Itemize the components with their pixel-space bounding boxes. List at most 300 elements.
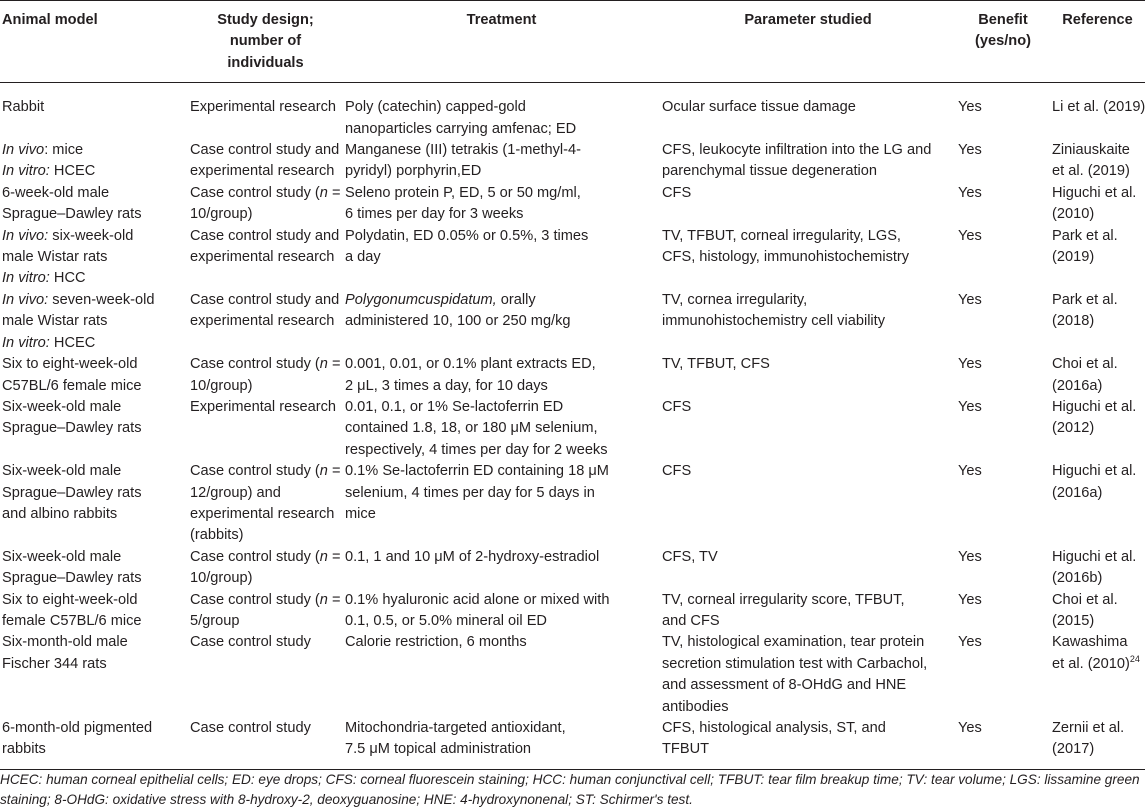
cell-line — [190, 461, 341, 482]
text-segment: C57BL/6 female mice — [2, 377, 142, 394]
text-segment: Kawashima — [1052, 634, 1128, 651]
cell-line — [662, 354, 954, 375]
cell-line — [2, 354, 186, 375]
cell-study-design — [188, 547, 343, 590]
text-segment: Case control study and — [190, 142, 340, 159]
cell-line — [1052, 204, 1143, 225]
text-segment: antibodies — [662, 698, 729, 715]
text-segment: TV, TFBUT, CFS — [662, 356, 770, 373]
cell-line — [2, 718, 186, 739]
cell-line — [2, 311, 186, 332]
cell-line — [2, 247, 186, 268]
text-segment: (2017) — [1052, 741, 1095, 758]
text-segment: In vitro: — [2, 334, 50, 351]
text-segment: CFS, histological analysis, ST, and — [662, 720, 886, 736]
text-segment: Choi et al. — [1052, 356, 1118, 373]
text-segment: nanoparticles carrying amfenac; ED — [345, 120, 577, 137]
text-segment: 6 times per day for 3 weeks — [345, 206, 524, 223]
cell-line — [190, 311, 341, 332]
table-row — [0, 718, 1145, 769]
text-segment: 0.1% Se-lactoferrin ED containing 18 μM — [345, 463, 609, 480]
text-segment: male Wistar rats — [2, 313, 108, 330]
text-segment: n — [319, 356, 328, 373]
text-segment: 0.01, 0.1, or 1% Se-lactoferrin ED — [345, 398, 564, 415]
cell-animal-model — [0, 83, 188, 140]
cell-treatment — [343, 590, 660, 633]
header-parameter-studied: Parameter studied — [660, 1, 956, 83]
cell-line — [2, 268, 186, 289]
cell-line — [190, 504, 341, 525]
text-segment: 7.5 μM topical administration — [345, 741, 532, 758]
cell-line — [345, 161, 658, 182]
cell-line — [2, 204, 186, 225]
text-segment: Sprague–Dawley rats — [2, 570, 142, 587]
cell-line — [345, 632, 658, 653]
cell-line — [1052, 247, 1143, 268]
text-segment: Sprague–Dawley rats — [2, 484, 142, 501]
cell-treatment — [343, 632, 660, 718]
cell-animal-model — [0, 354, 188, 397]
cell-study-design — [188, 718, 343, 769]
text-segment: Case control study ( — [190, 591, 320, 608]
cell-benefit: Yes — [958, 184, 982, 201]
text-segment: et al. (2019) — [1052, 163, 1130, 180]
text-segment: 10/group) — [190, 570, 253, 587]
text-segment: (2018) — [1052, 313, 1095, 330]
cell-line — [190, 140, 341, 161]
cell-line — [2, 97, 186, 118]
cell-reference — [1050, 83, 1145, 140]
text-segment: Case control study ( — [190, 184, 320, 201]
cell-reference — [1050, 226, 1145, 290]
cell-line — [1052, 354, 1143, 375]
text-segment: Experimental research — [190, 398, 337, 415]
text-segment: CFS — [662, 184, 692, 201]
cell-line — [662, 183, 954, 204]
text-segment: Polydatin, ED 0.05% or 0.5%, 3 times — [345, 227, 589, 244]
text-segment: Ocular surface tissue damage — [662, 99, 856, 116]
cell-line — [662, 654, 954, 675]
text-segment: Six-week-old male — [2, 463, 122, 480]
text-segment: rabbits — [2, 741, 46, 758]
text-segment: In vitro: — [2, 270, 50, 287]
cell-treatment — [343, 547, 660, 590]
cell-reference — [1050, 590, 1145, 633]
text-segment: 10/group) — [190, 206, 253, 223]
text-segment: HCEC — [49, 334, 96, 351]
text-segment: experimental research — [190, 313, 335, 330]
cell-line — [345, 739, 658, 760]
text-segment: n — [319, 548, 328, 565]
cell-line — [1052, 461, 1143, 482]
cell-animal-model — [0, 461, 188, 547]
text-segment: (rabbits) — [190, 527, 244, 544]
text-segment: n — [319, 463, 328, 480]
cell-line — [662, 611, 954, 632]
text-segment: Ziniauskaite — [1052, 142, 1130, 159]
cell-line — [190, 483, 341, 504]
cell-line — [2, 654, 186, 675]
cell-line — [345, 183, 658, 204]
text-segment: male Wistar rats — [2, 249, 108, 266]
cell-treatment — [343, 461, 660, 547]
cell-benefit: Yes — [958, 548, 982, 565]
text-segment: In vivo: — [2, 291, 49, 308]
text-segment: Case control study ( — [190, 463, 320, 480]
text-segment: Six-week-old male — [2, 398, 122, 415]
cell-line — [1052, 226, 1143, 247]
cell-line — [345, 547, 658, 568]
cell-line — [1052, 397, 1143, 418]
text-segment: Poly (catechin) capped-gold — [345, 99, 526, 116]
cell-line — [1052, 611, 1143, 632]
text-segment: (2016a) — [1052, 377, 1103, 394]
text-segment: Case control study and — [190, 227, 340, 244]
cell-line — [190, 611, 341, 632]
cell-parameter-studied — [660, 226, 956, 290]
cell-line — [190, 632, 341, 653]
text-segment: In vitro: — [2, 163, 50, 180]
cell-line — [2, 376, 186, 397]
text-segment: TV, cornea irregularity, — [662, 291, 808, 308]
text-segment: female C57BL/6 mice — [2, 612, 142, 629]
cell-line — [2, 397, 186, 418]
cell-line — [345, 311, 658, 332]
cell-line — [345, 376, 658, 397]
text-segment: 6-month-old pigmented — [2, 720, 153, 736]
cell-benefit: Yes — [958, 99, 982, 116]
cell-line — [345, 290, 658, 311]
text-segment: Experimental research — [190, 99, 337, 116]
table-header-row — [0, 1, 1145, 83]
cell-treatment — [343, 140, 660, 183]
cell-line — [1052, 718, 1143, 739]
cell-line — [1052, 376, 1143, 397]
text-segment: (2019) — [1052, 249, 1095, 266]
cell-study-design — [188, 183, 343, 226]
cell-line — [1052, 97, 1143, 118]
text-segment: (2012) — [1052, 420, 1095, 437]
text-segment: Li et al. (2019) — [1052, 99, 1145, 116]
table-row — [0, 140, 1145, 183]
table-row — [0, 226, 1145, 290]
table-row — [0, 547, 1145, 590]
cell-line — [1052, 568, 1143, 589]
cell-line — [1052, 547, 1143, 568]
text-segment: = — [327, 184, 341, 201]
text-segment: = — [327, 591, 341, 608]
cell-line — [190, 290, 341, 311]
cell-treatment — [343, 354, 660, 397]
cell-line — [345, 483, 658, 504]
text-segment: 5/group — [190, 612, 240, 629]
text-segment: 12/group) and — [190, 484, 281, 501]
text-segment: orally — [496, 291, 536, 308]
cell-line — [1052, 183, 1143, 204]
cell-line — [2, 161, 186, 182]
text-segment: Higuchi et al. — [1052, 463, 1137, 480]
cell-animal-model — [0, 226, 188, 290]
text-segment: Rabbit — [2, 99, 45, 116]
text-segment: a day — [345, 249, 381, 266]
cell-reference — [1050, 461, 1145, 547]
cell-line — [662, 739, 954, 760]
text-segment: Case control study — [190, 634, 311, 651]
cell-line — [2, 568, 186, 589]
text-segment: (2016b) — [1052, 570, 1103, 587]
cell-parameter-studied — [660, 397, 956, 461]
header-benefit: Benefit (yes/no) — [956, 1, 1050, 83]
text-segment: TV, corneal irregularity score, TFBUT, — [662, 591, 905, 608]
cell-reference — [1050, 397, 1145, 461]
cell-line — [662, 226, 954, 247]
text-segment: immunohistochemistry cell viability — [662, 313, 886, 330]
cell-treatment — [343, 83, 660, 140]
text-segment: : mice — [44, 142, 84, 159]
cell-line — [2, 290, 186, 311]
cell-line — [345, 461, 658, 482]
cell-line — [190, 718, 341, 739]
cell-line — [2, 547, 186, 568]
text-segment: Case control study ( — [190, 356, 320, 373]
text-segment: = — [327, 463, 341, 480]
text-segment: Manganese (III) tetrakis (1-methyl-4- — [345, 142, 582, 159]
cell-study-design — [188, 632, 343, 718]
table-row — [0, 461, 1145, 547]
text-segment: respectively, 4 times per day for 2 weeks — [345, 441, 608, 458]
cell-treatment — [343, 226, 660, 290]
text-segment: Fischer 344 rats — [2, 655, 107, 672]
cell-parameter-studied — [660, 718, 956, 769]
table-row — [0, 397, 1145, 461]
cell-line — [2, 461, 186, 482]
footnote-line: HCEC: human corneal epithelial cells; ED: eye drops; CFS: corneal fluorescein staining; HCC: human conjunctival cell; TFBUT: tear film breakup time; TV: tear volume; LGS: lissamine green — [0, 772, 1140, 787]
cell-reference — [1050, 547, 1145, 590]
text-segment: Park et al. — [1052, 227, 1118, 244]
cell-animal-model — [0, 718, 188, 769]
cell-line — [190, 183, 341, 204]
cell-parameter-studied — [660, 290, 956, 354]
text-segment: Higuchi et al. — [1052, 184, 1137, 201]
text-segment: 0.1% hyaluronic acid alone or mixed with — [345, 591, 610, 608]
cell-benefit: Yes — [958, 463, 982, 480]
footnote-line: staining; 8-OHdG: oxidative stress with 8-hydroxy-2, deoxyguanosine; HNE: 4-hydroxynonenal; ST: Schirmer's test. — [0, 792, 693, 807]
cell-benefit: Yes — [958, 356, 982, 373]
cell-line — [662, 697, 954, 718]
text-segment: Case control study and — [190, 291, 340, 308]
cell-study-design — [188, 83, 343, 140]
cell-line — [190, 525, 341, 546]
cell-line — [662, 290, 954, 311]
text-segment: seven-week-old — [48, 291, 155, 308]
text-segment: n — [319, 184, 328, 201]
cell-line — [345, 204, 658, 225]
cell-line — [662, 675, 954, 696]
text-segment: experimental research — [190, 163, 335, 180]
table-row — [0, 354, 1145, 397]
text-segment: administered 10, 100 or 250 mg/kg — [345, 313, 571, 330]
cell-line — [345, 397, 658, 418]
table-row — [0, 183, 1145, 226]
cell-parameter-studied — [660, 632, 956, 718]
superscript-ref: 24 — [1129, 653, 1140, 664]
text-segment: experimental research — [190, 249, 335, 266]
text-segment: HCEC — [49, 163, 96, 180]
cell-line — [662, 161, 954, 182]
cell-line — [345, 718, 658, 739]
cell-line — [662, 461, 954, 482]
text-segment: In vivo: — [2, 227, 49, 244]
cell-line — [1052, 483, 1143, 504]
cell-parameter-studied — [660, 461, 956, 547]
cell-line — [190, 376, 341, 397]
text-segment: Mitochondria-targeted antioxidant, — [345, 720, 566, 736]
text-segment: 0.1, 1 and 10 μM of 2-hydroxy-estradiol — [345, 548, 600, 565]
text-segment: In vivo — [2, 142, 45, 159]
cell-line — [2, 611, 186, 632]
cell-animal-model — [0, 290, 188, 354]
cell-line — [1052, 590, 1143, 611]
cell-line — [2, 483, 186, 504]
cell-line — [1052, 311, 1143, 332]
cell-line — [2, 333, 186, 354]
cell-parameter-studied — [660, 83, 956, 140]
cell-line — [345, 418, 658, 439]
cell-line — [345, 119, 658, 140]
cell-line — [345, 97, 658, 118]
text-segment: Seleno protein P, ED, 5 or 50 mg/ml, — [345, 184, 581, 201]
cell-line — [345, 590, 658, 611]
cell-benefit: Yes — [958, 634, 982, 651]
cell-animal-model — [0, 590, 188, 633]
cell-animal-model — [0, 397, 188, 461]
cell-line — [345, 354, 658, 375]
header-study-design: Study design; number of individuals — [188, 1, 343, 83]
text-segment: Higuchi et al. — [1052, 548, 1137, 565]
text-segment: TFBUT — [662, 741, 710, 758]
text-segment: HCC — [49, 270, 86, 287]
text-segment: experimental research — [190, 505, 335, 522]
text-segment: Sprague–Dawley rats — [2, 206, 142, 223]
cell-reference — [1050, 183, 1145, 226]
cell-animal-model — [0, 183, 188, 226]
cell-line — [190, 397, 341, 418]
cell-line — [662, 247, 954, 268]
cell-line — [1052, 161, 1143, 182]
cell-study-design — [188, 140, 343, 183]
text-segment: 2 μL, 3 times a day, for 10 days — [345, 377, 548, 394]
text-segment: Six-month-old male — [2, 634, 128, 651]
text-segment: CFS — [662, 398, 692, 415]
text-segment: Six to eight-week-old — [2, 591, 138, 608]
text-segment: TV, histological examination, tear protein — [662, 634, 925, 651]
cell-line — [2, 183, 186, 204]
text-segment: Case control study ( — [190, 548, 320, 565]
cell-line — [2, 140, 186, 161]
cell-line — [190, 97, 341, 118]
cell-study-design — [188, 590, 343, 633]
text-segment: CFS, TV — [662, 548, 718, 565]
text-segment: contained 1.8, 18, or 180 μM selenium, — [345, 420, 598, 437]
cell-benefit: Yes — [958, 227, 982, 244]
cell-line — [662, 718, 954, 739]
cell-line — [662, 140, 954, 161]
text-segment: Calorie restriction, 6 months — [345, 634, 527, 651]
cell-line — [190, 568, 341, 589]
cell-study-design — [188, 354, 343, 397]
cell-reference — [1050, 354, 1145, 397]
cell-line — [2, 226, 186, 247]
cell-line — [190, 247, 341, 268]
cell-line — [345, 247, 658, 268]
cell-study-design — [188, 397, 343, 461]
text-segment: (2016a) — [1052, 484, 1103, 501]
cell-line — [662, 547, 954, 568]
cell-reference — [1050, 290, 1145, 354]
table-row — [0, 290, 1145, 354]
text-segment: 6-week-old male — [2, 184, 110, 201]
text-segment: pyridyl) porphyrin,ED — [345, 163, 482, 180]
cell-animal-model — [0, 547, 188, 590]
text-segment: and assessment of 8-OHdG and HNE — [662, 677, 907, 694]
text-segment: selenium, 4 times per day for 5 days in — [345, 484, 595, 501]
text-segment: six-week-old — [48, 227, 134, 244]
cell-line — [662, 397, 954, 418]
cell-line — [1052, 654, 1143, 675]
text-segment: Zernii et al. — [1052, 720, 1125, 736]
cell-reference — [1050, 140, 1145, 183]
text-segment: 0.001, 0.01, or 0.1% plant extracts ED, — [345, 356, 596, 373]
text-segment: mice — [345, 505, 376, 522]
text-segment: Polygonumcuspidatum, — [345, 291, 497, 308]
cell-line — [1052, 290, 1143, 311]
cell-line — [190, 590, 341, 611]
cell-study-design — [188, 226, 343, 290]
header-animal-model: Animal model — [0, 1, 188, 83]
text-segment: Case control study — [190, 720, 311, 736]
cell-treatment — [343, 183, 660, 226]
table-body — [0, 83, 1145, 770]
cell-parameter-studied — [660, 354, 956, 397]
cell-benefit: Yes — [958, 291, 982, 308]
cell-study-design — [188, 461, 343, 547]
table-row — [0, 590, 1145, 633]
cell-reference — [1050, 632, 1145, 718]
cell-line — [2, 632, 186, 653]
cell-line — [662, 311, 954, 332]
table-row — [0, 83, 1145, 140]
text-segment: (2015) — [1052, 612, 1095, 629]
table-footnote — [0, 770, 1140, 810]
cell-line — [345, 611, 658, 632]
text-segment: CFS, histology, immunohistochemistry — [662, 249, 910, 266]
text-segment: et al. (2010) — [1052, 655, 1130, 672]
cell-benefit: Yes — [958, 398, 982, 415]
cell-line — [345, 504, 658, 525]
text-segment: Six to eight-week-old — [2, 356, 138, 373]
cell-line — [2, 590, 186, 611]
text-segment: secretion stimulation test with Carbachol, — [662, 655, 928, 672]
cell-reference — [1050, 718, 1145, 769]
cell-treatment — [343, 718, 660, 769]
cell-parameter-studied — [660, 140, 956, 183]
text-segment: parenchymal tissue degeneration — [662, 163, 877, 180]
cell-line — [2, 739, 186, 760]
text-segment: and CFS — [662, 612, 720, 629]
header-treatment: Treatment — [343, 1, 660, 83]
text-segment: 0.1, 0.5, or 5.0% mineral oil ED — [345, 612, 547, 629]
cell-line — [190, 547, 341, 568]
